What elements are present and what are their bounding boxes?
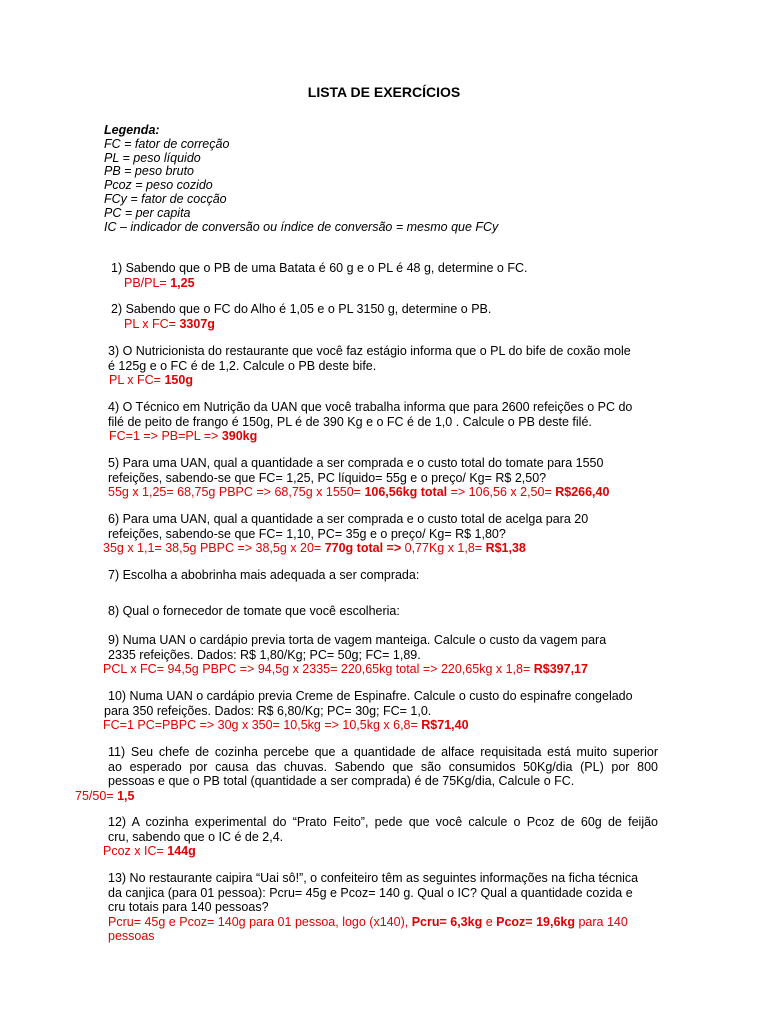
answer-formula: 75/50= <box>75 788 118 803</box>
question-text: da canjica (para 01 pessoa): Pcru= 45g e Pcoz= 140 g. Qual o IC? Qual a quantidade cozida e <box>108 885 633 900</box>
question-10 <box>103 689 633 733</box>
answer-result: R$71,40 <box>421 718 469 732</box>
question-text: 11) Seu chefe de cozinha percebe que a quantidade de alface requisitada está muito superior <box>108 745 658 759</box>
answer-formula: 0,77Kg x 1,8= <box>401 541 486 555</box>
question-12 <box>103 815 658 859</box>
question-text: 10) Numa UAN o cardápio previa Creme de Espinafre. Calcule o custo do espinafre congelado <box>108 689 633 703</box>
answer-result: 144g <box>167 844 196 858</box>
question-3 <box>108 344 631 388</box>
legend-item: PC = per capita <box>104 205 191 220</box>
answer <box>108 429 632 444</box>
answer-formula: PCL x FC= 94,5g PBPC => 94,5g x 2335= 220,65kg total => 220,65kg x 1,8= <box>103 662 534 676</box>
answer-formula: => 106,56 x 2,50= <box>447 485 556 499</box>
legend-item: FC = fator de correção <box>104 136 230 151</box>
question-2 <box>111 302 491 331</box>
question-text: filé de peito de frango é 150g, PL é de 390 Kg e o FC é de 1,0 . Calcule o PB deste filé. <box>108 414 592 429</box>
question-text: 13) No restaurante caipira “Uai sô!”, o confeiteiro têm as seguintes informações na ficha técnica <box>108 871 639 885</box>
legend-item: PB = peso bruto <box>104 164 194 179</box>
answer-formula: PL x FC= <box>109 373 165 387</box>
answer <box>103 541 588 556</box>
legend-item: FCy = fator de cocção <box>104 191 227 206</box>
question-4 <box>108 400 632 444</box>
answer-formula: e <box>482 914 497 929</box>
question-text: 3) O Nutricionista do restaurante que você faz estágio informa que o PL do bife de coxão mole <box>108 344 631 358</box>
answer <box>111 317 491 332</box>
question-text: é 125g e o FC é de 1,2. Calcule o PB deste bife. <box>108 358 377 373</box>
answer-result: R$266,40 <box>555 485 610 499</box>
answer <box>103 662 606 677</box>
question-text: 2) Sabendo que o FC do Alho é 1,05 e o PL 3150 g, determine o PB. <box>111 302 492 316</box>
answer <box>75 789 658 804</box>
answer <box>103 718 633 733</box>
answer-result: R$397,17 <box>533 662 588 676</box>
question-text: cru totais para 140 pessoas? <box>108 900 269 914</box>
answer <box>111 276 527 291</box>
answer-result: Pcoz= 19,6kg <box>496 914 575 929</box>
question-9 <box>103 633 606 677</box>
answer-result: 1,25 <box>170 275 195 290</box>
answer-formula: 55g x 1,25= 68,75g PBPC => 68,75g x 1550= <box>108 485 365 499</box>
answer-result: 1,5 <box>117 788 135 803</box>
question-text: 8) Qual o fornecedor de tomate que você escolheria: <box>108 604 400 618</box>
answer-result: 3307g <box>179 316 215 331</box>
question-1 <box>111 261 527 290</box>
answer <box>108 373 631 388</box>
question-text: 4) O Técnico em Nutrição da UAN que você trabalha informa que para 2600 refeições o PC do <box>108 400 633 414</box>
answer-formula: Pcoz x IC= <box>103 844 168 858</box>
answer-continuation: pessoas <box>108 929 155 943</box>
question-8 <box>108 604 400 619</box>
question-text: cru, sabendo que o IC é de 2,4. <box>108 829 284 844</box>
question-text: 5) Para uma UAN, qual a quantidade a ser comprada e o custo total do tomate para 1550 <box>108 456 604 470</box>
question-text: 7) Escolha a abobrinha mais adequada a ser comprada: <box>108 568 420 582</box>
answer-quantity: Pcru= 6,3kg <box>411 914 483 929</box>
answer <box>103 844 658 859</box>
page-title: LISTA DE EXERCÍCIOS <box>307 84 461 100</box>
answer <box>108 485 609 500</box>
answer-formula: Pcru= 45g e Pcoz= 140g para 01 pessoa, logo (x140), <box>108 914 412 929</box>
answer-result: 150g <box>164 373 193 387</box>
question-6 <box>103 512 588 556</box>
legend-item: Pcoz = peso cozido <box>104 178 213 193</box>
question-text: 1) Sabendo que o PB de uma Batata é 60 g e o PL é 48 g, determine o FC. <box>111 261 528 275</box>
legend <box>104 124 498 234</box>
answer-formula: para 140 <box>575 914 628 929</box>
answer-formula: FC=1 PC=PBPC => 30g x 350= 10,5kg => 10,5kg x 6,8= <box>103 718 422 732</box>
question-5 <box>108 456 609 500</box>
answer-formula: 35g x 1,1= 38,5g PBPC => 38,5g x 20= <box>103 541 325 555</box>
legend-item: PL = peso líquido <box>104 150 201 165</box>
question-13 <box>108 871 658 944</box>
question-text: 12) A cozinha experimental do “Prato Feito”, pede que você calcule o Pcoz de 60g de feijão <box>108 815 658 829</box>
answer <box>108 915 658 930</box>
question-text: 2335 refeições. Dados: R$ 1,80/Kg; PC= 50g; FC= 1,89. <box>108 647 421 662</box>
answer-formula: PB/PL= <box>124 275 171 290</box>
question-text: refeições, sabendo-se que FC= 1,25, PC líquido= 55g e o preço/ Kg= R$ 2,50? <box>108 470 547 485</box>
legend-item: IC – indicador de conversão ou índice de conversão = mesmo que FCy <box>104 219 499 234</box>
question-text: 6) Para uma UAN, qual a quantidade a ser comprada e o custo total de acelga para 20 <box>108 512 589 526</box>
question-text: pessoas e que o PB total (quantidade a ser comprada) é de 75Kg/dia, Calcule o FC. <box>108 774 575 788</box>
question-text: ao esperado por causa das chuvas. Sabendo que são consumidos 50Kg/dia (PL) por 800 <box>108 759 658 774</box>
answer-formula: FC=1 => PB=PL => <box>109 429 222 443</box>
question-11 <box>75 745 658 803</box>
answer-quantity: 770g total => <box>324 541 402 555</box>
question-text: refeições, sabendo-se que FC= 1,10, PC= 35g e o preço/ Kg= R$ 1,80? <box>108 526 506 541</box>
question-text: para 350 refeições. Dados: R$ 6,80/Kg; PC= 30g; FC= 1,0. <box>104 703 432 718</box>
question-7 <box>108 568 419 583</box>
legend-heading: Legenda: <box>104 123 160 137</box>
answer-result: 390kg <box>221 429 258 443</box>
question-text: 9) Numa UAN o cardápio previa torta de vagem manteiga. Calcule o custo da vagem para <box>108 633 607 647</box>
answer-formula: PL x FC= <box>124 316 180 331</box>
answer-result: R$1,38 <box>485 541 526 555</box>
answer-quantity: 106,56kg total <box>364 485 448 499</box>
